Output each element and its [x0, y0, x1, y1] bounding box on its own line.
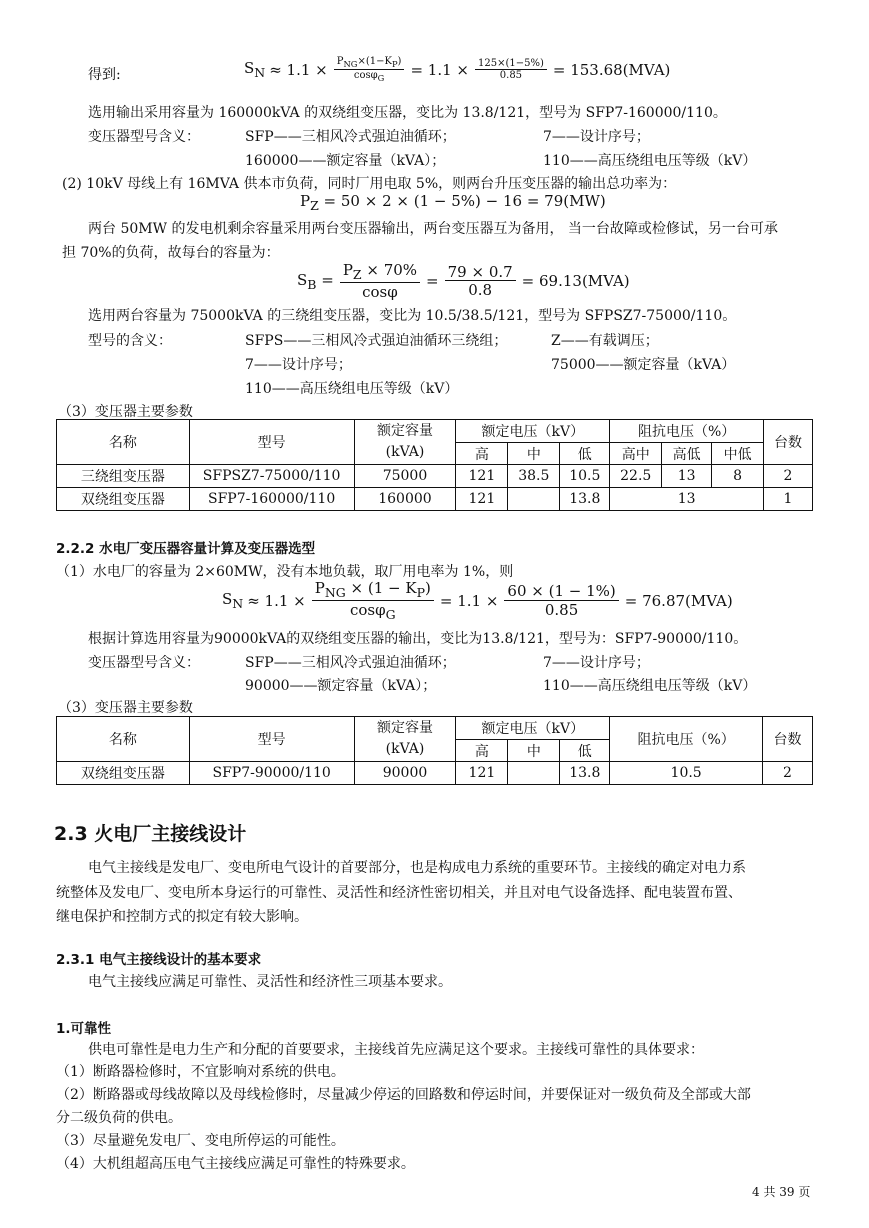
cell: 13 — [610, 488, 764, 511]
transformer-params-table-1 — [56, 419, 813, 511]
sec3-p1-a: 电气主接线是发电厂、变电所电气设计的首要部分，也是构成电力系统的重要环节。主接线的确定对电力系 — [88, 860, 746, 876]
sec1-line1: 选用输出采用容量为 160000kVA 的双绕组变压器，变比为 13.8/121，型号为 SFP7-160000/110。 — [88, 105, 727, 121]
th-v-mid: 中 — [508, 740, 560, 762]
cell: 121 — [456, 488, 508, 511]
model2-label: 型号的含义： — [88, 333, 172, 349]
eq1-op: ≈ 1.1 × — [269, 60, 328, 79]
eq3-den1: cosφ — [362, 282, 398, 301]
eq1-result: = 153.68(MVA) — [552, 60, 671, 79]
table-row — [57, 465, 813, 488]
eq1-den1: cosφ$_G$ — [353, 70, 385, 84]
req-item-2a: （2）断路器或母线故障以及母线检修时，尽量减少停运的回路数和停运时间，并要保证对一级负荷及全部或大部 — [56, 1087, 751, 1103]
formula-sb: $S_B$ = $\frac{P_Z \times 70\%}{\cos\varphi}$ = $\frac{79 \times 0.7}{0.8}$ = 69.13(MVA) — [297, 261, 630, 301]
cell: 13 — [662, 465, 712, 488]
cell — [508, 762, 560, 785]
eq1-num1: $P_{NG}\times(1-K_P)$ — [334, 56, 405, 70]
eq-num1: $P_{NG} \times (1 - K_P)$ — [312, 580, 434, 601]
cell: 13.8 — [560, 762, 610, 785]
cell: 13.8 — [560, 488, 610, 511]
eq-num2: 60 × (1 − 1%) — [504, 583, 618, 601]
sec2-model-1: SFP——三相风冷式强迫油循环； — [245, 655, 456, 671]
eq-lhs-sub: N — [232, 596, 244, 612]
eq1-op2: = 1.1 × — [410, 60, 469, 79]
sec3-p2: 电气主接线应满足可靠性、灵活性和经济性三项基本要求。 — [88, 974, 452, 990]
th-i-hl: 高低 — [662, 443, 712, 465]
cell: 75000 — [354, 465, 456, 488]
eq1-prefix: 得到: — [88, 67, 121, 83]
model2-meaning-3: 7——设计序号； — [245, 357, 352, 373]
eq1-den2: 0.85 — [499, 69, 523, 81]
th-v-mid: 中 — [508, 443, 560, 465]
model-meaning-3: 160000——额定容量（kVA）； — [245, 153, 446, 169]
eq-den1: cosφ$_G$ — [349, 600, 396, 622]
model-meaning-4: 110——高压绕组电压等级（kV） — [543, 153, 757, 169]
sec2-line1: 根据计算选用容量为90000kVA的双绕组变压器的输出，变比为13.8/121，型号为：SFP7-90000/110。 — [88, 631, 748, 647]
req-item-2b: 分二级负荷的供电。 — [56, 1110, 182, 1126]
formula-sn-hydro: $S_N$ ≈ 1.1 × $\frac{P_{NG} \times (1 - K_P)}{\cos\varphi_G}$ = 1.1 × $\frac{60 \times (1 - 1\%)}{0.85}$ = 76.87(MVA) — [222, 579, 733, 622]
cell — [508, 488, 560, 511]
heading-reliability: 1.可靠性 — [56, 1021, 112, 1037]
th-rated-voltage: 额定电压（kV） — [456, 420, 610, 443]
th-v-low: 低 — [560, 443, 610, 465]
th-v-low: 低 — [560, 740, 610, 762]
cell: 121 — [456, 465, 508, 488]
cell: 10.5 — [610, 762, 763, 785]
model-meaning-1: SFP——三相风冷式强迫油循环； — [245, 129, 456, 145]
eq3-result: = 69.13(MVA) — [521, 272, 630, 291]
cell: SFPSZ7-75000/110 — [189, 465, 354, 488]
cell: 1 — [764, 488, 813, 511]
item-3: （3）变压器主要参数 — [58, 404, 193, 420]
sec2-model-2: 7——设计序号； — [543, 655, 650, 671]
th-impedance: 阻抗电压（%） — [610, 717, 763, 762]
formula-pz: $P_Z = 50 \times 2 \times (1 - 5\%) - 16 = 79(MW)$ — [300, 192, 606, 213]
model-label: 变压器型号含义： — [88, 129, 200, 145]
eq3-num1: $P_Z \times 70\%$ — [340, 262, 420, 283]
eq3-lhs: $S_B$ = — [297, 270, 334, 292]
sec2-item1: （1）水电厂的容量为 2×60MW，没有本地负载，取厂用电率为 1%，则 — [56, 564, 514, 580]
transformer-params-table-2 — [56, 716, 813, 785]
cell: 121 — [456, 762, 508, 785]
table-row — [57, 488, 813, 511]
sec2-model-label: 变压器型号含义： — [88, 655, 200, 671]
req-item-3: （3）尽量避免发电厂、变电所停运的可能性。 — [56, 1133, 345, 1149]
sec3-p1-c: 继电保护和控制方式的拟定有较大影响。 — [56, 909, 308, 925]
section-heading-2-2-2: 2.2.2 水电厂变压器容量计算及变压器选型 — [56, 541, 316, 557]
model2-meaning-1: SFPS——三相风冷式强迫油循环三绕组； — [245, 333, 508, 349]
para1-a: 两台 50MW 的发电机剩余容量采用两台变压器输出，两台变压器互为备用， 当一台故障或检修试，另一台可承 — [88, 221, 778, 237]
cell: 160000 — [354, 488, 456, 511]
th-count: 台数 — [764, 420, 813, 465]
section-heading-2-3-1: 2.3.1 电气主接线设计的基本要求 — [56, 952, 262, 968]
cell: SFP7-90000/110 — [189, 762, 354, 785]
sec3-p1-b: 统整体及发电厂、变电所本身运行的可靠性、灵活性和经济性密切相关，并且对电气设备选择、配电装置布置、 — [56, 885, 742, 901]
cell: 10.5 — [560, 465, 610, 488]
th-i-ml: 中低 — [712, 443, 764, 465]
th-model: 型号 — [189, 717, 354, 762]
sec2-model-4: 110——高压绕组电压等级（kV） — [543, 678, 757, 694]
th-name: 名称 — [57, 717, 190, 762]
eq-result: = 76.87(MVA) — [624, 591, 733, 610]
cell: SFP7-160000/110 — [189, 488, 354, 511]
req-item-1: （1）断路器检修时，不宜影响对系统的供电。 — [56, 1064, 345, 1080]
eq-den2: 0.85 — [544, 600, 579, 619]
cell: 双绕组变压器 — [57, 762, 190, 785]
eq1-lhs-sub: N — [254, 65, 266, 81]
page-number: 4 共 39 页 — [752, 1185, 811, 1199]
model2-meaning-2: Z——有载调压； — [551, 333, 659, 349]
formula-sn-thermal: $S_N$ ≈ 1.1 × $\frac{P_{NG}\times(1-K_P)}{\cos\varphi_G}$ = 1.1 × $\frac{125\times(1-5\%)}{0.85}$ = 153.68(MVA) — [244, 56, 671, 84]
th-capacity: 额定容量 (kVA) — [354, 420, 456, 465]
section-heading-2-3: 2.3 火电厂主接线设计 — [54, 823, 247, 845]
eq3-num2: 79 × 0.7 — [445, 264, 516, 282]
th-model: 型号 — [189, 420, 354, 465]
req-item-4: （4）大机组超高压电气主接线应满足可靠性的特殊要求。 — [56, 1156, 415, 1172]
cell: 8 — [712, 465, 764, 488]
cell: 三绕组变压器 — [57, 465, 190, 488]
eq3-den2: 0.8 — [468, 281, 493, 300]
cell: 2 — [764, 465, 813, 488]
th-impedance: 阻抗电压（%） — [610, 420, 764, 443]
th-count: 台数 — [763, 717, 813, 762]
eq-op2: = 1.1 × — [439, 591, 499, 610]
table-row — [57, 762, 813, 785]
model2-meaning-5: 110——高压绕组电压等级（kV） — [245, 381, 459, 397]
sec2-model-3: 90000——额定容量（kVA）； — [245, 678, 437, 694]
cell: 90000 — [354, 762, 456, 785]
th-v-high: 高 — [456, 740, 508, 762]
th-i-hm: 高中 — [610, 443, 662, 465]
sec3-p3: 供电可靠性是电力生产和分配的首要要求，主接线首先应满足这个要求。主接线可靠性的具体要求： — [88, 1042, 704, 1058]
cell: 22.5 — [610, 465, 662, 488]
item-2: (2) 10kV 母线上有 16MVA 供本市负荷，同时厂用电取 5%，则两台升压变压器的输出总功率为： — [62, 176, 677, 192]
th-v-high: 高 — [456, 443, 508, 465]
th-name: 名称 — [57, 420, 190, 465]
model2-meaning-4: 75000——额定容量（kVA） — [551, 357, 736, 373]
th-rated-voltage: 额定电压（kV） — [456, 717, 610, 740]
sec1-line2: 选用两台容量为 75000kVA 的三绕组变压器，变比为 10.5/38.5/121，型号为 SFPSZ7-75000/110。 — [88, 308, 737, 324]
sec2-item3: （3）变压器主要参数 — [58, 700, 193, 716]
model-meaning-2: 7——设计序号； — [543, 129, 650, 145]
para1-b: 担 70%的负荷，故每台的容量为： — [62, 245, 280, 261]
cell: 2 — [763, 762, 813, 785]
eq-op: ≈ 1.1 × — [247, 591, 306, 610]
eq1-num2: 125×(1−5%) — [475, 58, 547, 70]
th-capacity: 额定容量 (kVA) — [354, 717, 456, 762]
cell: 双绕组变压器 — [57, 488, 190, 511]
cell: 38.5 — [508, 465, 560, 488]
